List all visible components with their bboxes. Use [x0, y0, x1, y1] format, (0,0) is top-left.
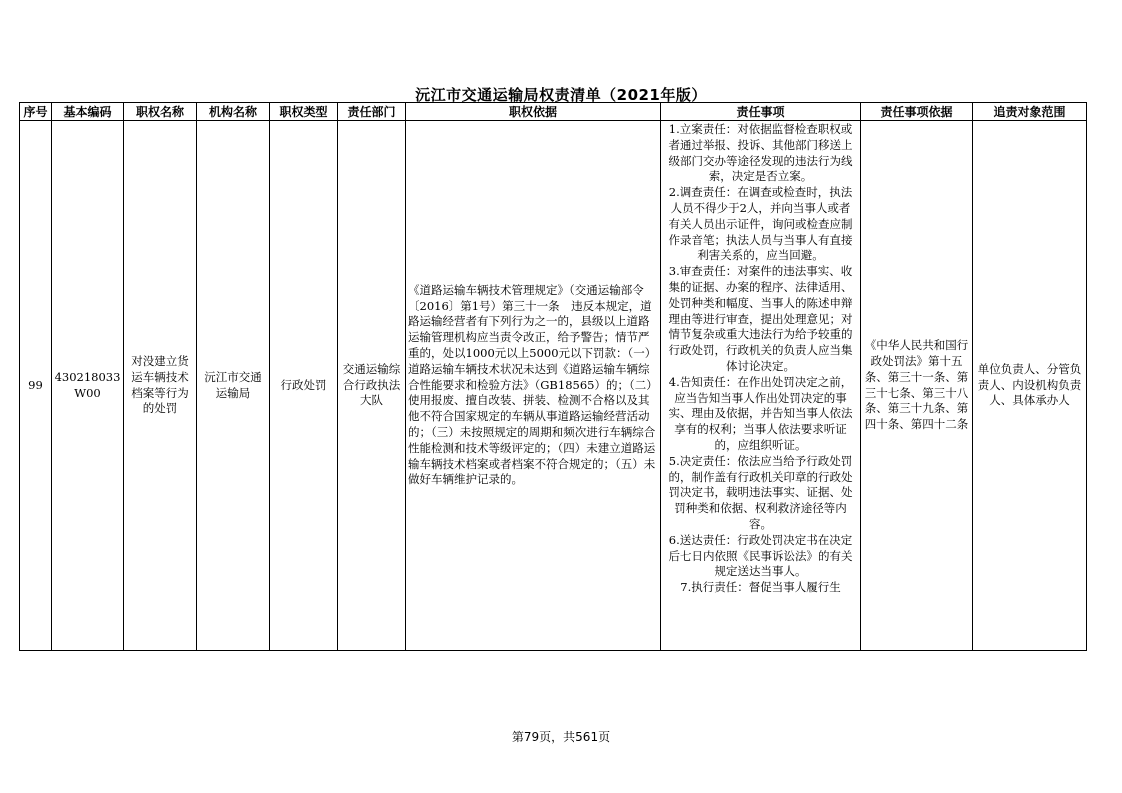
header-code: 基本编码 [52, 103, 124, 121]
duty-item: 1.立案责任：对依据监督检查职权或者通过举报、投诉、其他部门移送上级部门交办等途径发现的违法行为线索，决定是否立案。 [668, 122, 853, 184]
header-org-name: 机构名称 [197, 103, 270, 121]
header-duties: 责任事项 [661, 103, 861, 121]
duty-item: 7.执行责任：督促当事人履行生 [680, 580, 841, 595]
header-power-name: 职权名称 [124, 103, 197, 121]
table-row [20, 121, 1087, 651]
document-title: 沅江市交通运输局权责清单（2021年版） [415, 86, 707, 104]
header-department: 责任部门 [338, 103, 406, 121]
cell-basis: 《道路运输车辆技术管理规定》（交通运输部令〔2016〕第1号）第三十一条 违反本规定，道路运输经营者有下列行为之一的，县级以上道路运输管理机构应当责令改正，给予警告；情节严重的，处以1000元以上5000元以下罚款：（一）道路运输车辆技术状况未达到《道路运输车辆综合性能要求和检验方法》（GB18565）的；（二）使用报废、擅自改装、拼装、检测不合格以及其他不符合国家规定的车辆从事道路运输经营活动的；（三）未按照规定的周期和频次进行车辆综合性能检测和技术等级评定的；（四）未建立道路运输车辆技术档案或者档案不符合规定的；（五）未做好车辆维护记录的。 [406, 121, 661, 651]
header-basis: 职权依据 [406, 103, 661, 121]
header-power-type: 职权类型 [270, 103, 338, 121]
duty-item: 5.决定责任：依法应当给予行政处罚的，制作盖有行政机关印章的行政处罚决定书，载明违法事实、证据、处罚种类和依据、权利救济途径等内容。 [668, 453, 853, 531]
table-header-row [20, 103, 1087, 121]
cell-duty-basis: 《中华人民共和国行政处罚法》第十五条、第三十一条、第三十七条、第三十八条、第三十九条、第四十条、第四十二条 [861, 121, 973, 651]
cell-org-name: 沅江市交通运输局 [197, 121, 270, 651]
header-duty-basis: 责任事项依据 [861, 103, 973, 121]
duty-item: 3.审查责任：对案件的违法事实、收集的证据、办案的程序、法律适用、处罚种类和幅度、当事人的陈述申辩理由等进行审查，提出处理意见；对情节复杂或重大违法行为给予较重的行政处罚，行政机关的负责人应当集体讨论决定。 [668, 264, 853, 373]
duty-item: 6.送达责任：行政处罚决定书在决定后七日内依照《民事诉讼法》的有关规定送达当事人。 [668, 532, 853, 579]
cell-department: 交通运输综合行政执法大队 [338, 121, 406, 651]
cell-duties [661, 121, 861, 651]
cell-no: 99 [20, 121, 52, 651]
cell-accountability: 单位负责人、分管负责人、内设机构负责人、具体承办人 [973, 121, 1087, 651]
page-footer: 第79页，共561页 [511, 730, 611, 744]
cell-power-type: 行政处罚 [270, 121, 338, 651]
duty-item: 2.调查责任：在调查或检查时，执法人员不得少于2人，并向当事人或者有关人员出示证件，询问或检查应制作录音笔；执法人员与当事人有直接利害关系的，应当回避。 [668, 185, 853, 263]
header-no: 序号 [20, 103, 52, 121]
duty-item: 4.告知责任：在作出处罚决定之前，应当告知当事人作出处罚决定的事实、理由及依据，并告知当事人依法享有的权利；当事人依法要求听证的，应组织听证。 [668, 374, 853, 452]
cell-power-name: 对没建立货运车辆技术档案等行为的处罚 [124, 121, 197, 651]
cell-code: 430218033W00 [52, 121, 124, 651]
power-list-table [19, 102, 1087, 651]
header-accountability: 追责对象范围 [973, 103, 1087, 121]
